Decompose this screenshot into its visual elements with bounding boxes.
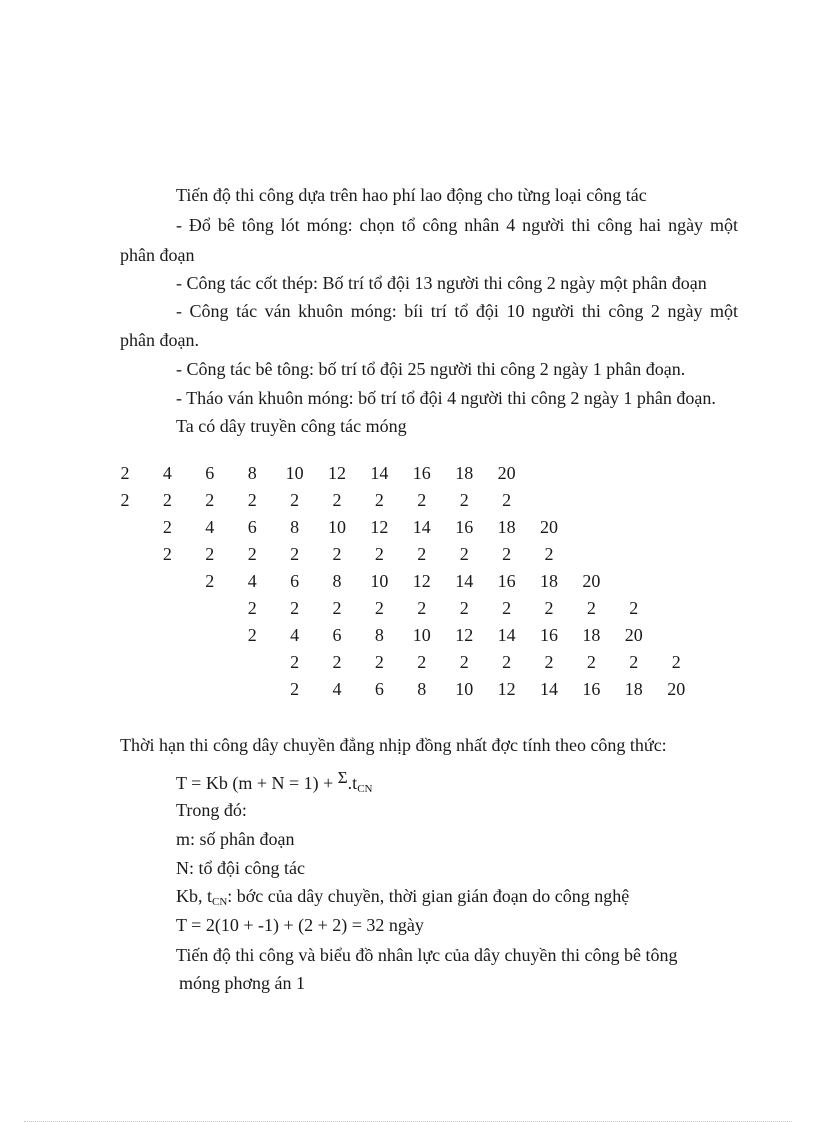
table-cell: 14 xyxy=(497,625,516,645)
table-cell: 2 xyxy=(247,544,257,564)
table-cell: 4 xyxy=(162,463,172,483)
table-cell: 2 xyxy=(247,598,257,618)
table-cell: 16 xyxy=(582,679,601,699)
kb-subscript: CN xyxy=(212,896,228,908)
table-cell: 2 xyxy=(502,598,512,618)
table-cell: 2 xyxy=(162,490,172,510)
table-cell: 2 xyxy=(374,598,384,618)
table-cell: 10 xyxy=(370,571,389,591)
table-cell: 20 xyxy=(624,625,643,645)
table-cell: 2 xyxy=(162,517,172,537)
table-cell: 2 xyxy=(544,544,554,564)
table-cell: 2 xyxy=(290,652,300,672)
table-cell: 14 xyxy=(412,517,431,537)
paragraph-van-khuon: - Công tác ván khuôn móng: bíi trí tổ đội 10 người thi công 2 ngày một xyxy=(176,301,738,321)
table-cell: 14 xyxy=(455,571,474,591)
table-cell: 2 xyxy=(417,490,427,510)
paragraph-day-truyen: Ta có dây truyền công tác móng xyxy=(176,416,407,436)
paragraph-thao-van-khuon: - Tháo ván khuôn móng: bố trí tổ đội 4 người thi công 2 ngày 1 phân đoạn. xyxy=(176,388,716,408)
table-cell: 20 xyxy=(540,517,558,537)
table-cell: 4 xyxy=(205,517,215,537)
table-cell: 2 xyxy=(332,490,342,510)
table-cell: 20 xyxy=(497,463,516,483)
table-cell: 2 xyxy=(544,598,554,618)
paragraph-be-tong: - Công tác bê tông: bố trí tổ đội 25 người thi công 2 ngày 1 phân đoạn. xyxy=(176,359,686,379)
table-cell: 2 xyxy=(459,598,469,618)
table-cell: 2 xyxy=(374,544,384,564)
table-cell: 8 xyxy=(247,463,257,483)
table-cell: 4 xyxy=(332,679,342,699)
table-cell: 2 xyxy=(374,490,384,510)
table-cell: 2 xyxy=(332,544,342,564)
table-cell: 6 xyxy=(290,571,300,591)
table-cell: 14 xyxy=(370,463,389,483)
m-definition: m: số phân đoạn xyxy=(176,829,295,849)
table-cell: 2 xyxy=(502,652,512,672)
table-cell: 10 xyxy=(285,463,304,483)
table-cell: 2 xyxy=(247,625,257,645)
table-cell: 2 xyxy=(629,598,639,618)
table-cell: 12 xyxy=(370,517,389,537)
formula-text: T = Kb (m + N = 1) + xyxy=(176,773,338,793)
table-cell: 18 xyxy=(455,463,474,483)
table-cell: 2 xyxy=(417,652,427,672)
table-cell: 10 xyxy=(412,625,431,645)
final-paragraph-cont: móng phơng án 1 xyxy=(179,973,306,993)
paragraph-van-khuon-cont: phân đoạn. xyxy=(120,330,199,350)
table-cell: 2 xyxy=(162,544,172,564)
formula-intro: Thời hạn thi công dây chuyền đẳng nhịp đồng nhất đợc tính theo công thức: xyxy=(120,735,667,755)
table-cell: 2 xyxy=(120,463,130,483)
table-cell: 8 xyxy=(417,679,427,699)
table-cell: 12 xyxy=(497,679,516,699)
sigma-symbol: Σ xyxy=(337,768,348,787)
table-cell: 4 xyxy=(290,625,300,645)
table-cell: 2 xyxy=(417,544,427,564)
table-cell: 2 xyxy=(459,652,469,672)
table-cell: 2 xyxy=(586,652,596,672)
kb-definition xyxy=(176,885,629,913)
table-cell: 2 xyxy=(205,544,215,564)
table-cell: 6 xyxy=(374,679,384,699)
table-cell: 2 xyxy=(290,598,300,618)
table-cell: 2 xyxy=(374,652,384,672)
kb-text: Kb, t xyxy=(176,886,212,906)
kb-rest: : bớc của dây chuyền, thời gian gián đoạn do công nghệ xyxy=(227,886,630,906)
table-cell: 14 xyxy=(540,679,558,699)
table-cell: 18 xyxy=(497,517,516,537)
table-cell: 6 xyxy=(247,517,257,537)
table-cell: 2 xyxy=(290,544,300,564)
table-cell: 2 xyxy=(205,490,215,510)
table-cell: 2 xyxy=(586,598,596,618)
table-cell: 2 xyxy=(502,544,512,564)
table-cell: 8 xyxy=(290,517,300,537)
table-cell: 2 xyxy=(544,652,554,672)
paragraph-lot-mong-cont: phân đoạn xyxy=(120,245,195,265)
table-cell: 2 xyxy=(290,679,300,699)
table-cell: 2 xyxy=(205,571,215,591)
table-cell: 2 xyxy=(459,544,469,564)
final-paragraph: Tiến độ thi công và biểu đồ nhân lực của dây chuyền thi công bê tông xyxy=(176,945,678,965)
table-cell: 2 xyxy=(120,490,130,510)
paragraph-intro: Tiến độ thi công dựa trên hao phí lao động cho từng loại công tác xyxy=(176,185,647,205)
table-cell: 18 xyxy=(624,679,643,699)
table-cell: 12 xyxy=(328,463,346,483)
n-definition: N: tổ đội công tác xyxy=(176,858,305,878)
table-cell: 18 xyxy=(582,625,601,645)
table-cell: 2 xyxy=(502,490,512,510)
table-cell: 4 xyxy=(247,571,257,591)
paragraph-cot-thep: - Công tác cốt thép: Bố trí tổ đội 13 người thi công 2 ngày một phân đoạn xyxy=(176,273,707,293)
table-cell: 16 xyxy=(455,517,474,537)
table-cell: 10 xyxy=(328,517,346,537)
table-cell: 16 xyxy=(412,463,431,483)
table-cell: 2 xyxy=(629,652,639,672)
table-cell: 2 xyxy=(247,490,257,510)
table-cell: 8 xyxy=(332,571,342,591)
where-label: Trong đó: xyxy=(176,800,247,820)
table-cell: 16 xyxy=(497,571,516,591)
calculation: T = 2(10 + -1) + (2 + 2) = 32 ngày xyxy=(176,915,424,935)
table-cell: 2 xyxy=(459,490,469,510)
table-cell: 2 xyxy=(417,598,427,618)
table-cell: 20 xyxy=(582,571,601,591)
table-cell: 6 xyxy=(332,625,342,645)
table-cell: 12 xyxy=(455,625,474,645)
formula-main xyxy=(176,767,372,800)
table-cell: 2 xyxy=(332,652,342,672)
formula-t: .t xyxy=(347,773,358,793)
table-cell: 8 xyxy=(374,625,384,645)
table-cell: 6 xyxy=(205,463,215,483)
table-cell: 10 xyxy=(455,679,474,699)
table-cell: 2 xyxy=(671,652,681,672)
table-cell: 2 xyxy=(290,490,300,510)
paragraph-lot-mong: - Đổ bê tông lót móng: chọn tổ công nhân 4 người thi công hai ngày một xyxy=(176,215,738,235)
table-cell: 12 xyxy=(412,571,431,591)
table-cell: 20 xyxy=(667,679,686,699)
page-footer-rule xyxy=(24,1121,792,1122)
table-cell: 16 xyxy=(540,625,558,645)
table-cell: 18 xyxy=(540,571,558,591)
table-cell: 2 xyxy=(332,598,342,618)
formula-subscript: CN xyxy=(357,783,373,795)
